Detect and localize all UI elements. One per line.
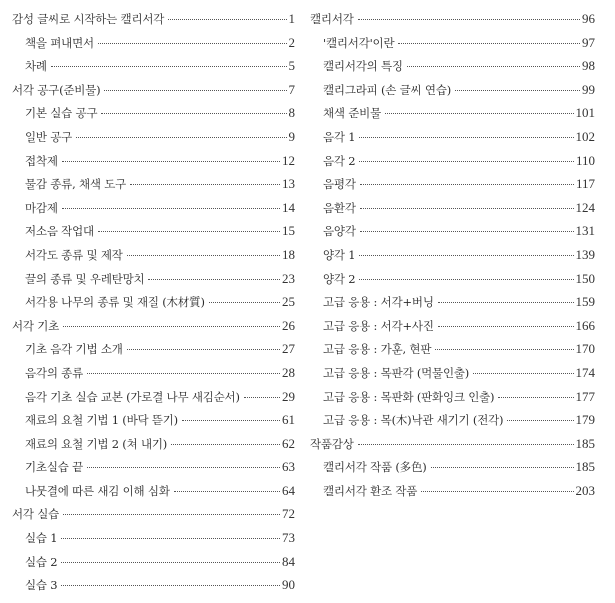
toc-entry-title: 접착제 xyxy=(25,153,58,168)
toc-entry-title: 작품감상 xyxy=(310,436,354,451)
toc-entry-title: 고급 응용 : 목판각 (먹물인출) xyxy=(323,365,470,380)
toc-section-entry[interactable] xyxy=(310,385,595,409)
toc-entry-title: 음각의 종류 xyxy=(25,365,83,380)
dot-leader xyxy=(385,113,574,114)
toc-section-entry[interactable] xyxy=(12,408,295,432)
dot-leader xyxy=(398,43,580,44)
toc-section-entry[interactable] xyxy=(12,432,295,456)
dot-leader xyxy=(359,279,573,280)
dot-leader xyxy=(104,90,286,91)
toc-entry-title: 음평각 xyxy=(323,177,356,192)
toc-entry-page: 13 xyxy=(282,176,295,192)
toc-entry-title: 음각 기초 실습 교본 (가로결 나무 새김순서) xyxy=(25,389,240,404)
toc-entry-title: 재료의 요철 기법 1 (바닥 뜯기) xyxy=(25,413,178,428)
toc-entry-page: 101 xyxy=(575,105,595,121)
toc-entry-page: 97 xyxy=(582,34,595,50)
toc-entry-page: 27 xyxy=(282,341,295,357)
dot-leader xyxy=(438,326,574,327)
dot-leader xyxy=(148,279,280,280)
dot-leader xyxy=(473,373,573,374)
toc-entry-title: 물감 종류, 채색 도구 xyxy=(25,177,127,192)
toc-section-entry[interactable] xyxy=(12,337,295,361)
dot-leader xyxy=(438,302,574,303)
toc-entry-title: 음양각 xyxy=(323,224,356,239)
dot-leader xyxy=(87,373,280,374)
toc-chapter-entry[interactable] xyxy=(310,432,595,456)
dot-leader xyxy=(76,137,286,138)
toc-entry-title: 실습 2 xyxy=(25,554,58,569)
toc-section-entry[interactable] xyxy=(310,337,595,361)
dot-leader xyxy=(358,444,574,445)
toc-section-entry[interactable] xyxy=(310,125,595,149)
dot-leader xyxy=(63,326,280,327)
toc-entry-title: 끌의 종류 및 우레탄망치 xyxy=(25,271,145,286)
toc-section-entry[interactable] xyxy=(310,479,595,503)
dot-leader xyxy=(498,397,573,398)
toc-entry-page: 26 xyxy=(282,317,295,333)
toc-section-entry[interactable] xyxy=(12,31,295,55)
dot-leader xyxy=(174,491,280,492)
toc-section-entry[interactable] xyxy=(12,54,295,78)
toc-entry-title: 고급 응용 : 서각+사진 xyxy=(323,318,434,333)
toc-entry-page: 174 xyxy=(575,364,595,380)
toc-entry-page: 131 xyxy=(575,223,595,239)
toc-entry-page: 139 xyxy=(575,246,595,262)
toc-section-entry[interactable] xyxy=(12,455,295,479)
dot-leader xyxy=(359,255,573,256)
toc-entry-page: 124 xyxy=(575,199,595,215)
toc-entry-page: 73 xyxy=(282,530,295,546)
toc-entry-page: 96 xyxy=(582,11,595,26)
toc-entry-title: 기초 음각 기법 소개 xyxy=(25,342,123,357)
toc-entry-title: 마감제 xyxy=(25,200,58,215)
dot-leader xyxy=(61,562,280,563)
toc-entry-page: 166 xyxy=(575,317,595,333)
dot-leader xyxy=(63,514,280,515)
toc-entry-title: 서각 공구(준비물) xyxy=(12,82,101,97)
toc-section-entry[interactable] xyxy=(12,267,295,291)
toc-entry-page: 62 xyxy=(282,435,295,451)
toc-chapter-entry[interactable] xyxy=(310,7,595,31)
dot-leader xyxy=(62,208,280,209)
toc-entry-title: 양각 1 xyxy=(323,247,356,262)
toc-entry-title: 서각 실습 xyxy=(12,507,60,522)
toc-entry-title: 고급 응용 : 목판화 (판화잉크 인출) xyxy=(323,389,495,404)
toc-entry-title: 서각도 종류 및 제작 xyxy=(25,247,123,262)
toc-entry-title: 캘리그라피 (손 글씨 연습) xyxy=(323,82,452,97)
toc-section-entry[interactable] xyxy=(310,196,595,220)
toc-entry-page: 5 xyxy=(288,58,295,74)
toc-chapter-entry[interactable] xyxy=(12,502,295,526)
toc-entry-page: 12 xyxy=(282,152,295,168)
dot-leader xyxy=(360,184,574,185)
toc-entry-page: 90 xyxy=(282,577,295,593)
toc-section-entry[interactable] xyxy=(12,479,295,503)
toc-section-entry[interactable] xyxy=(12,290,295,314)
toc-section-entry[interactable] xyxy=(12,149,295,173)
toc-entry-title: 감성 글씨로 시작하는 캘리서각 xyxy=(12,12,165,26)
dot-leader xyxy=(98,231,280,232)
toc-section-entry[interactable] xyxy=(310,455,595,479)
dot-leader xyxy=(507,420,573,421)
dot-leader xyxy=(360,208,574,209)
toc-left-column xyxy=(12,7,295,597)
toc-section-entry[interactable] xyxy=(12,385,295,409)
toc-entry-page: 150 xyxy=(575,270,595,286)
toc-entry-title: 캘리서각 작품 (多色) xyxy=(323,460,427,475)
toc-section-entry[interactable] xyxy=(12,550,295,574)
dot-leader xyxy=(61,538,280,539)
toc-entry-title: 음각 1 xyxy=(323,129,356,144)
toc-entry-page: 15 xyxy=(282,223,295,239)
toc-section-entry[interactable] xyxy=(12,196,295,220)
dot-leader xyxy=(87,467,280,468)
toc-section-entry[interactable] xyxy=(310,408,595,432)
toc-entry-page: 23 xyxy=(282,270,295,286)
toc-section-entry[interactable] xyxy=(310,54,595,78)
toc-entry-title: 캘리서각 xyxy=(310,12,354,26)
toc-entry-title: '캘리서각'이란 xyxy=(323,35,395,50)
toc-entry-title: 나뭇결에 따른 새김 이해 심화 xyxy=(25,483,170,498)
toc-entry-title: 서각용 나무의 종류 및 재질 (木材質) xyxy=(25,295,205,310)
dot-leader xyxy=(421,491,573,492)
toc-entry-title: 고급 응용 : 목(木)낙관 새기기 (전각) xyxy=(323,413,504,428)
toc-entry-title: 고급 응용 : 서각+버닝 xyxy=(323,295,434,310)
dot-leader xyxy=(435,349,573,350)
dot-leader xyxy=(360,231,574,232)
toc-section-entry[interactable] xyxy=(12,101,295,125)
toc-chapter-entry[interactable] xyxy=(12,314,295,338)
toc-section-entry[interactable] xyxy=(12,219,295,243)
toc-right-column xyxy=(310,7,595,502)
dot-leader xyxy=(130,184,280,185)
toc-section-entry[interactable] xyxy=(310,31,595,55)
toc-entry-page: 99 xyxy=(582,81,595,97)
toc-entry-page: 170 xyxy=(575,341,595,357)
dot-leader xyxy=(431,467,574,468)
toc-entry-page: 61 xyxy=(282,412,295,428)
toc-entry-page: 102 xyxy=(575,128,595,144)
toc-section-entry[interactable] xyxy=(310,149,595,173)
toc-entry-title: 일반 공구 xyxy=(25,129,73,144)
dot-leader xyxy=(101,113,286,114)
toc-entry-page: 63 xyxy=(282,459,295,475)
toc-entry-title: 기초실습 끝 xyxy=(25,460,83,475)
toc-entry-title: 캘리서각의 특징 xyxy=(323,59,403,74)
toc-entry-title: 음각 2 xyxy=(323,153,356,168)
toc-section-entry[interactable] xyxy=(12,243,295,267)
toc-section-entry[interactable] xyxy=(310,361,595,385)
dot-leader xyxy=(455,90,580,91)
toc-entry-title: 고급 응용 : 가훈, 현판 xyxy=(323,342,432,357)
toc-section-entry[interactable] xyxy=(310,314,595,338)
dot-leader xyxy=(209,302,280,303)
toc-entry-title: 채색 준비물 xyxy=(323,106,381,121)
toc-section-entry[interactable] xyxy=(12,573,295,597)
toc-entry-page: 28 xyxy=(282,364,295,380)
dot-leader xyxy=(407,66,580,67)
toc-section-entry[interactable] xyxy=(310,267,595,291)
dot-leader xyxy=(61,585,280,586)
toc-entry-title: 실습 1 xyxy=(25,531,58,546)
toc-entry-title: 실습 3 xyxy=(25,578,58,593)
toc-section-entry[interactable] xyxy=(12,172,295,196)
toc-entry-page: 117 xyxy=(575,176,595,192)
toc-entry-page: 179 xyxy=(575,412,595,428)
toc-entry-page: 8 xyxy=(288,105,295,121)
toc-entry-title: 재료의 요철 기법 2 (쳐 내기) xyxy=(25,436,168,451)
toc-section-entry[interactable] xyxy=(310,101,595,125)
toc-entry-title: 캘리서각 환조 작품 xyxy=(323,483,418,498)
toc-entry-page: 29 xyxy=(282,388,295,404)
dot-leader xyxy=(182,420,280,421)
dot-leader xyxy=(168,19,286,20)
toc-entry-page: 1 xyxy=(288,11,295,26)
toc-entry-page: 72 xyxy=(282,506,295,522)
toc-entry-page: 2 xyxy=(288,34,295,50)
toc-entry-page: 185 xyxy=(575,459,595,475)
dot-leader xyxy=(127,255,280,256)
toc-entry-page: 18 xyxy=(282,246,295,262)
toc-entry-page: 98 xyxy=(582,58,595,74)
dot-leader xyxy=(359,161,574,162)
toc-entry-title: 책을 펴내면서 xyxy=(25,35,94,50)
dot-leader xyxy=(358,19,580,20)
toc-section-entry[interactable] xyxy=(310,290,595,314)
dot-leader xyxy=(98,43,287,44)
toc-entry-page: 25 xyxy=(282,294,295,310)
toc-section-entry[interactable] xyxy=(12,125,295,149)
toc-entry-page: 185 xyxy=(575,435,595,451)
toc-entry-page: 159 xyxy=(575,294,595,310)
toc-entry-page: 110 xyxy=(575,152,595,168)
dot-leader xyxy=(359,137,573,138)
dot-leader xyxy=(127,349,280,350)
toc-section-entry[interactable] xyxy=(310,78,595,102)
dot-leader xyxy=(62,161,280,162)
dot-leader xyxy=(244,397,280,398)
toc-entry-page: 7 xyxy=(288,81,295,97)
toc-entry-title: 양각 2 xyxy=(323,271,356,286)
dot-leader xyxy=(171,444,280,445)
toc-chapter-entry[interactable] xyxy=(12,7,295,31)
toc-section-entry[interactable] xyxy=(310,243,595,267)
toc-chapter-entry[interactable] xyxy=(12,78,295,102)
toc-section-entry[interactable] xyxy=(310,172,595,196)
toc-section-entry[interactable] xyxy=(12,361,295,385)
toc-entry-title: 기본 실습 공구 xyxy=(25,106,98,121)
toc-section-entry[interactable] xyxy=(310,219,595,243)
toc-entry-title: 서각 기초 xyxy=(12,318,60,333)
toc-entry-page: 177 xyxy=(575,388,595,404)
toc-entry-page: 203 xyxy=(575,482,595,498)
toc-entry-page: 14 xyxy=(282,199,295,215)
dot-leader xyxy=(51,66,287,67)
toc-entry-page: 84 xyxy=(282,553,295,569)
toc-entry-page: 64 xyxy=(282,482,295,498)
toc-entry-title: 저소음 작업대 xyxy=(25,224,94,239)
toc-entry-title: 음환각 xyxy=(323,200,356,215)
toc-entry-title: 차례 xyxy=(25,59,47,74)
toc-section-entry[interactable] xyxy=(12,526,295,550)
toc-entry-page: 9 xyxy=(288,128,295,144)
